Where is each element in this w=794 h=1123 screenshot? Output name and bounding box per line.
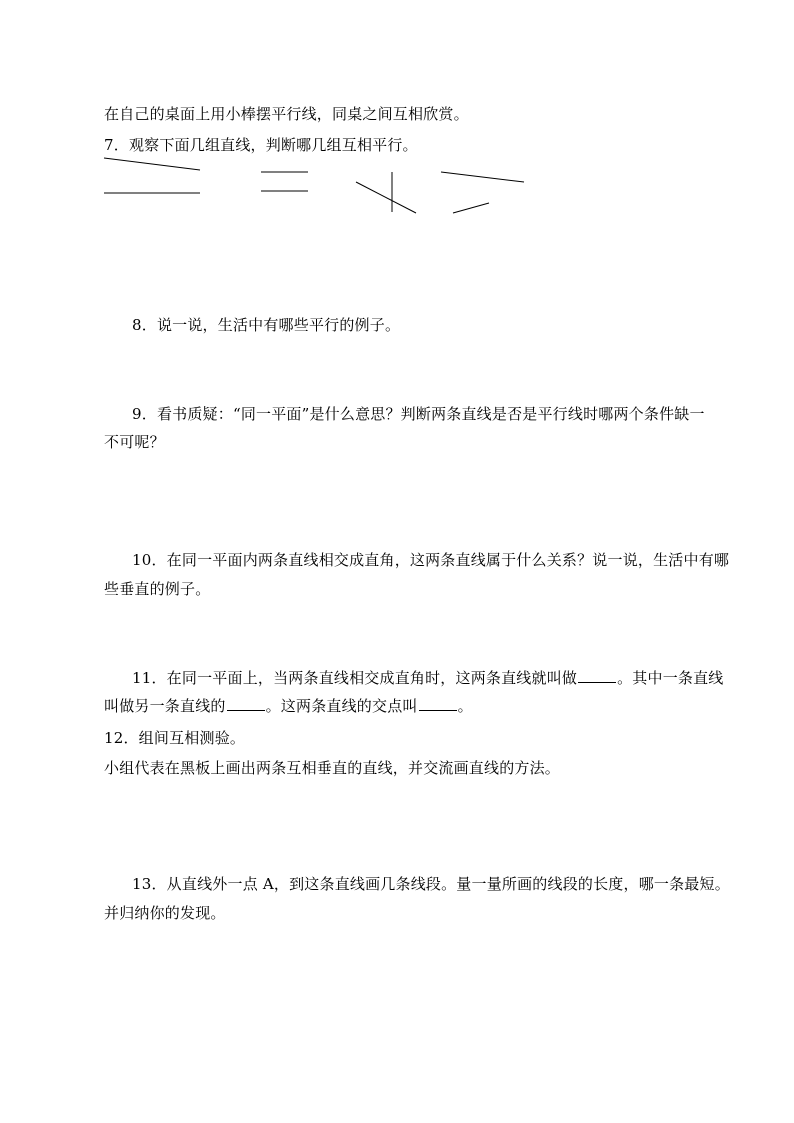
group1-line-top — [104, 158, 200, 170]
question-12-line-2: 小组代表在黑板上画出两条互相垂直的直线，并交流画直线的方法。 — [104, 759, 561, 777]
question-8: 8．说一说，生活中有哪些平行的例子。 — [132, 316, 401, 334]
line-group-1 — [104, 158, 200, 193]
question-10-line-1: 10．在同一平面内两条直线相交成直角，这两条直线属于什么关系？说一说，生活中有哪 — [132, 551, 730, 569]
question-12-line-1: 12．组间互相测验。 — [104, 729, 246, 747]
line-group-3 — [356, 172, 416, 213]
line-group-2 — [261, 172, 308, 191]
question-11-text-a: 11．在同一平面上，当两条直线相交成直角时，这两条直线就叫做 — [132, 669, 578, 687]
question-13-line-2: 并归纳你的发现。 — [104, 904, 226, 922]
question-11-line-2 — [104, 696, 473, 716]
answer-blank-2[interactable] — [227, 696, 265, 711]
answer-blank-3[interactable] — [419, 696, 457, 711]
question-13-line-1: 13．从直线外一点 A，到这条直线画几条线段。量一量所画的线段的长度，哪一条最短。 — [132, 875, 730, 893]
question-11-line-1 — [132, 668, 724, 688]
question-11-text-c: 叫做另一条直线的 — [104, 697, 226, 715]
question-11-text-b: 。其中一条直线 — [617, 669, 724, 687]
question-11-text-e: 。 — [457, 697, 473, 715]
group4-line-bottom — [453, 203, 489, 213]
intro-text: 在自己的桌面上用小棒摆平行线，同桌之间互相欣赏。 — [104, 105, 469, 123]
group4-line-top — [441, 172, 524, 182]
question-7: 7．观察下面几组直线，判断哪几组互相平行。 — [104, 136, 418, 154]
answer-blank-1[interactable] — [578, 668, 616, 683]
question-10-line-2: 些垂直的例子。 — [104, 580, 211, 598]
question-9-line-1: 9．看书质疑：“同一平面”是什么意思？判断两条直线是否是平行线时哪两个条件缺一 — [132, 405, 705, 423]
group3-line-diagonal — [356, 182, 416, 213]
question-11-text-d: 。这两条直线的交点叫 — [265, 697, 418, 715]
line-group-4 — [441, 172, 524, 213]
question-9-line-2: 不可呢？ — [104, 433, 165, 451]
